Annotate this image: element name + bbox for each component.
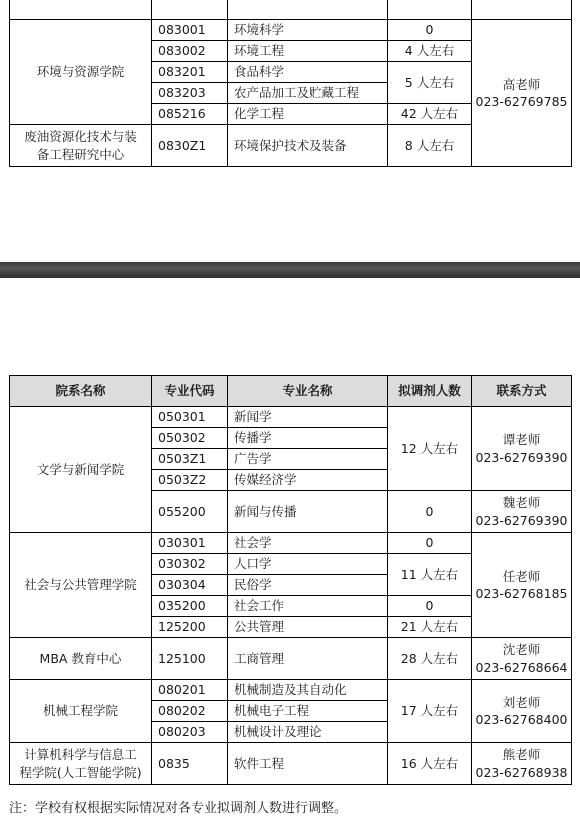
contact-cell: [472, 20, 572, 167]
contact-teacher: 沈老师: [502, 642, 541, 657]
contact-cell: [472, 407, 572, 491]
quota-cell: 5 人左右: [388, 62, 472, 104]
major-name-cell: 机械电子工程: [228, 701, 388, 722]
major-code-cell: 0835: [152, 743, 228, 785]
header-major-code: 专业代码: [152, 376, 228, 407]
quota-cell: 0: [388, 20, 472, 41]
college-cell: 文学与新闻学院: [10, 407, 152, 533]
contact-phone: 023-62769390: [475, 512, 568, 528]
contact-teacher: 谭老师: [502, 432, 541, 447]
quota-cell: 4 人左右: [388, 41, 472, 62]
major-name-cell: 人口学: [228, 554, 388, 575]
major-name-cell: 环境保护技术及装备: [228, 125, 388, 167]
major-code-cell: 080201: [152, 680, 228, 701]
major-name-cell: 软件工程: [228, 743, 388, 785]
major-code-cell: 030301: [152, 533, 228, 554]
major-code-cell: 083201: [152, 62, 228, 83]
college-line-2: 备工程研究中心: [36, 146, 125, 162]
major-name-cell: 机械设计及理论: [228, 722, 388, 743]
header-major-name: 专业名称: [228, 376, 388, 407]
table-row: [10, 0, 572, 20]
college-cell: [10, 0, 152, 20]
college-cell: MBA 教育中心: [10, 638, 152, 680]
college-line-2: 程学院(人工智能学院): [19, 764, 142, 780]
major-name-cell: [228, 0, 388, 20]
major-code-cell: 050302: [152, 428, 228, 449]
major-code-cell: 0503Z2: [152, 470, 228, 491]
major-code-cell: 125100: [152, 638, 228, 680]
college-line-1: 废油资源化技术与装: [24, 129, 137, 144]
table-row: [10, 743, 572, 785]
quota-cell: 17 人左右: [388, 680, 472, 743]
college-cell: [10, 125, 152, 167]
contact-cell: [472, 533, 572, 638]
header-contact: 联系方式: [472, 376, 572, 407]
quota-cell: 0: [388, 533, 472, 554]
major-code-cell: 030304: [152, 575, 228, 596]
major-name-cell: 机械制造及其自动化: [228, 680, 388, 701]
major-code-cell: 0503Z1: [152, 449, 228, 470]
major-code-cell: 083203: [152, 83, 228, 104]
major-code-cell: 030302: [152, 554, 228, 575]
page-divider: [0, 262, 580, 278]
major-code-cell: 125200: [152, 617, 228, 638]
footnote: 注：学校有权根据实际情况对各专业拟调剂人数进行调整。: [9, 801, 348, 816]
major-name-cell: 环境科学: [228, 20, 388, 41]
contact-phone: 023-62769390: [475, 449, 568, 465]
major-code-cell: 083001: [152, 20, 228, 41]
contact-teacher: 刘老师: [502, 694, 541, 710]
major-code-cell: 0830Z1: [152, 125, 228, 167]
major-name-cell: 广告学: [228, 449, 388, 470]
major-code-cell: [152, 0, 228, 20]
major-name-cell: 传媒经济学: [228, 470, 388, 491]
contact-phone: 023-62768938: [475, 764, 568, 780]
contact-teacher: 任老师: [502, 568, 541, 584]
contact-cell: [472, 680, 572, 743]
major-code-cell: 083002: [152, 41, 228, 62]
header-quota: 拟调剂人数: [388, 376, 472, 407]
quota-cell: 12 人左右: [388, 407, 472, 491]
quota-cell: 28 人左右: [388, 638, 472, 680]
table-row: [10, 638, 572, 680]
header-college: 院系名称: [10, 376, 152, 407]
college-line-1: 计算机科学与信息工: [24, 747, 137, 762]
quota-cell: 0: [388, 491, 472, 533]
college-cell: 机械工程学院: [10, 680, 152, 743]
college-cell: [10, 743, 152, 785]
major-name-cell: 社会工作: [228, 596, 388, 617]
major-name-cell: 食品科学: [228, 62, 388, 83]
quota-cell: 21 人左右: [388, 617, 472, 638]
major-code-cell: 080202: [152, 701, 228, 722]
major-name-cell: 新闻学: [228, 407, 388, 428]
table-row: [10, 533, 572, 554]
contact-cell: [472, 0, 572, 20]
quota-cell: 42 人左右: [388, 104, 472, 125]
quota-cell: 11 人左右: [388, 554, 472, 596]
major-name-cell: 新闻与传播: [228, 491, 388, 533]
quota-cell: 0: [388, 596, 472, 617]
contact-cell: [472, 638, 572, 680]
major-name-cell: 环境工程: [228, 41, 388, 62]
major-name-cell: 民俗学: [228, 575, 388, 596]
contact-phone: 023-62768185: [475, 586, 568, 601]
contact-cell: [472, 491, 572, 533]
major-name-cell: 农产品加工及贮藏工程: [228, 83, 388, 104]
contact-phone: 023-62768400: [475, 712, 568, 727]
major-code-cell: 050301: [152, 407, 228, 428]
college-cell: 环境与资源学院: [10, 20, 152, 125]
major-name-cell: 社会学: [228, 533, 388, 554]
table-header-row: [10, 376, 572, 407]
contact-teacher: 高老师: [502, 76, 541, 92]
major-code-cell: 080203: [152, 722, 228, 743]
major-name-cell: 化学工程: [228, 104, 388, 125]
enrollment-table-top: [9, 0, 572, 167]
table-row: [10, 20, 572, 41]
contact-teacher: 魏老师: [502, 495, 541, 510]
college-cell: 社会与公共管理学院: [10, 533, 152, 638]
contact-phone: 023-62768664: [475, 659, 568, 675]
major-code-cell: 085216: [152, 104, 228, 125]
major-name-cell: 工商管理: [228, 638, 388, 680]
quota-cell: [388, 0, 472, 20]
major-name-cell: 传播学: [228, 428, 388, 449]
quota-cell: 8 人左右: [388, 125, 472, 167]
enrollment-table: [9, 375, 572, 785]
table-row: [10, 407, 572, 428]
major-code-cell: 055200: [152, 491, 228, 533]
table-row: [10, 680, 572, 701]
contact-cell: [472, 743, 572, 785]
contact-phone: 023-62769785: [475, 94, 568, 109]
major-name-cell: 公共管理: [228, 617, 388, 638]
quota-cell: 16 人左右: [388, 743, 472, 785]
contact-teacher: 熊老师: [502, 747, 541, 762]
major-code-cell: 035200: [152, 596, 228, 617]
